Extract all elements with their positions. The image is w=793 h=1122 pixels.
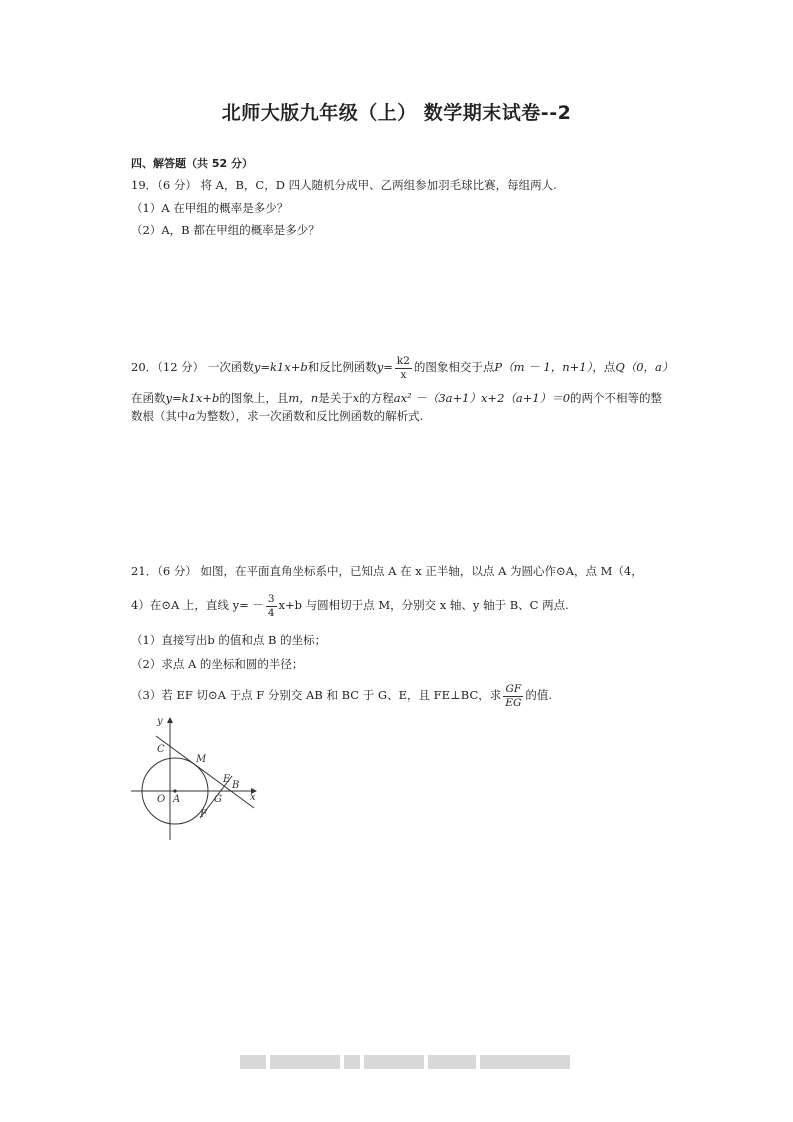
label-e: E	[223, 774, 231, 785]
q20-avar: a	[188, 409, 196, 423]
q20-point-p: P（m － 1，n+1）	[494, 360, 593, 374]
q21-part1: （1）直接写出b 的值和点 B 的坐标；	[131, 633, 327, 647]
q21-part3	[131, 680, 552, 710]
q20-frac-den: x	[400, 368, 407, 381]
q20-stem-a: 20．（12 分） 一次函数	[131, 360, 254, 374]
label-o: O	[157, 794, 166, 805]
label-f: F	[200, 809, 207, 820]
label-c: C	[157, 744, 165, 755]
q19-part1: （1）A 在甲组的概率是多少？	[131, 201, 289, 215]
q20-eq4: ax² －（3a+1）x+2（a+1）＝0	[393, 391, 571, 405]
q20-line1	[131, 352, 673, 382]
label-g: G	[214, 794, 222, 805]
page-title: 北师大版九年级（上） 数学期末试卷--2	[221, 102, 572, 124]
q21-line2-a: 4）在⊙A 上，直线 y= －	[131, 598, 264, 612]
q21-p3-a: （3）若 EF 切⊙A 于点 F 分别交 AB 和 BC 于 G、E，且 FE⊥BC，求	[131, 688, 502, 702]
q20-line3-a: 数根（其中	[131, 409, 189, 423]
section-heading: 四、解答题（共 52 分）	[131, 157, 253, 170]
q20-line2-c: 是关于	[318, 391, 353, 405]
coordinate-figure	[126, 712, 261, 844]
watermark-strip	[240, 1055, 570, 1071]
q20-line3	[131, 408, 423, 424]
q20-line2-b: 的图象上，且	[219, 391, 289, 405]
q20-line2-d: 的方程	[359, 391, 394, 405]
q21-frac2-den: EG	[505, 696, 522, 709]
q21-line2-b: x+b 与圆相切于点 M，分别交 x 轴、y 轴于 B、C 两点.	[278, 598, 569, 612]
q19-part2: （2）A，B 都在甲组的概率是多少？	[131, 223, 320, 237]
q21-frac-num: 3	[267, 592, 275, 605]
q19-stem: 19．（6 分） 将 A，B，C，D 四人随机分成甲、乙两组参加羽毛球比赛，每组两人.	[131, 178, 557, 192]
q20-xvar: x	[352, 391, 360, 405]
tangent-line	[156, 736, 254, 808]
q20-line3-b: 为整数），求一次函数和反比例函数的解析式.	[195, 409, 424, 423]
q20-eq1: y=k1x+b	[253, 360, 308, 374]
q21-part2: （2）求点 A 的坐标和圆的半径；	[131, 657, 304, 671]
q21-stem: 21．（6 分） 如图，在平面直角坐标系中，已知点 A 在 x 正半轴，以点 A 为圆心作⊙A，点 M（4，	[131, 564, 643, 578]
q20-frac-num: k2	[396, 354, 410, 367]
label-b: B	[232, 780, 240, 791]
q21-line2	[131, 590, 569, 620]
label-x: x	[250, 792, 256, 803]
q20-eq3: y=k1x+b	[165, 391, 220, 405]
figure-svg	[126, 712, 261, 844]
q21-frac2-num: GF	[503, 683, 523, 697]
q20-stem-d: ，点	[592, 360, 616, 374]
q20-line2-e: 的两个不相等的整	[570, 391, 663, 405]
label-m: M	[196, 754, 207, 765]
q21-fraction2	[503, 683, 523, 710]
q21-p3-b: 的值.	[525, 688, 552, 702]
q21-frac-den: 4	[267, 606, 275, 619]
q20-mn: m，n	[288, 391, 319, 405]
q20-line2	[131, 390, 662, 406]
q20-stem-b: 和反比例函数	[307, 360, 377, 374]
q21-fraction	[266, 593, 277, 620]
q20-point-q: Q（0，a）	[615, 360, 674, 374]
q20-stem-c: 的图象相交于点	[413, 360, 495, 374]
q20-line2-a: 在函数	[131, 391, 166, 405]
label-y: y	[157, 716, 163, 727]
center-a	[173, 789, 176, 792]
q20-fraction	[395, 355, 412, 382]
q20-eq2: y=	[376, 360, 393, 374]
label-a: A	[173, 794, 181, 805]
